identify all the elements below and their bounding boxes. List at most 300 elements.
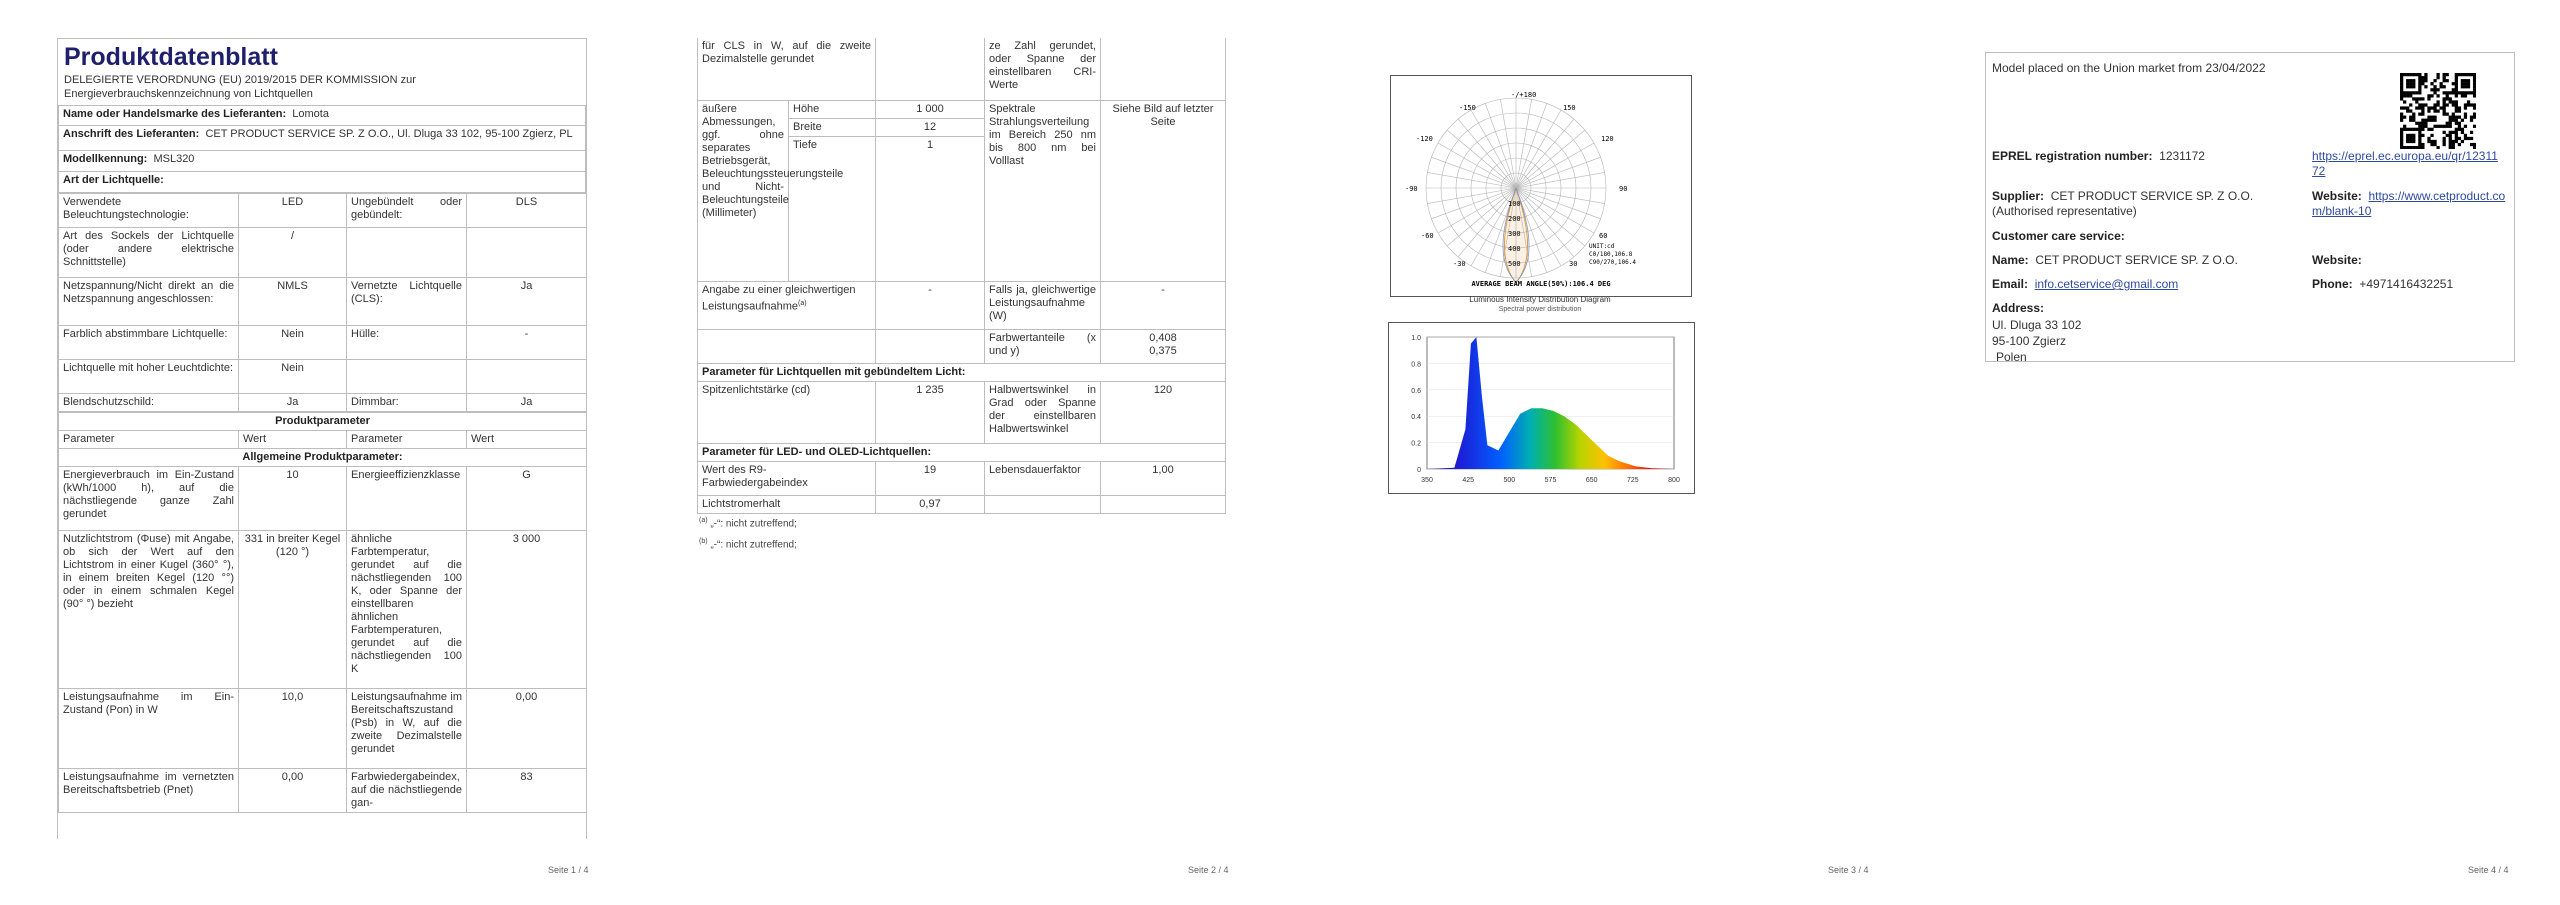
qr-module (2409, 128, 2412, 131)
qr-module (2412, 73, 2415, 76)
qr-module (2464, 73, 2467, 76)
qr-module (2400, 134, 2403, 137)
cell: 10 (239, 467, 347, 531)
qr-module (2446, 94, 2449, 97)
qr-module (2418, 122, 2421, 125)
spectrum-area (1427, 337, 1674, 469)
qr-module (2433, 116, 2436, 119)
qr-module (2421, 103, 2424, 106)
cell (876, 329, 985, 363)
cell: Ungebündelt oder gebündelt: (347, 194, 467, 228)
qr-module (2443, 140, 2446, 143)
qr-module (2406, 134, 2409, 137)
page-1 (0, 0, 640, 905)
qr-module (2406, 79, 2409, 82)
qr-module (2443, 109, 2446, 112)
qr-module (2452, 116, 2455, 119)
qr-module (2470, 137, 2473, 140)
qr-module (2467, 79, 2470, 82)
y-tick-label: 0.8 (1411, 361, 1421, 369)
qr-module (2418, 143, 2421, 146)
qr-module (2406, 73, 2409, 76)
qr-module (2473, 113, 2476, 116)
qr-module (2455, 131, 2458, 134)
qr-module (2464, 85, 2467, 88)
qr-module (2424, 85, 2427, 88)
qr-module (2430, 140, 2433, 143)
cell (467, 228, 587, 278)
cell: 10,0 (239, 689, 347, 769)
page-number: Seite 3 / 4 (1828, 865, 1869, 875)
qr-module (2412, 113, 2415, 116)
qr-module (2433, 125, 2436, 128)
polar-label: -30 (1453, 260, 1466, 268)
qr-module (2458, 128, 2461, 131)
qr-module (2449, 116, 2452, 119)
cell: Lichtquelle mit hoher Leuchtdichte: (59, 360, 239, 394)
qr-module (2455, 85, 2458, 88)
x-tick-label: 725 (1626, 477, 1639, 484)
table-row (698, 100, 1226, 118)
qr-module (2467, 85, 2470, 88)
qr-module (2458, 106, 2461, 109)
x-tick-label: 650 (1585, 477, 1598, 484)
qr-module (2446, 134, 2449, 137)
qr-module (2452, 82, 2455, 85)
qr-module (2443, 113, 2446, 116)
polar-label: -150 (1459, 104, 1476, 112)
model-value: MSL320 (153, 153, 195, 165)
cell: Ja (467, 278, 587, 326)
qr-module (2409, 134, 2412, 137)
address-line: Polen (1996, 350, 2027, 364)
qr-module (2467, 82, 2470, 85)
dim-value: 1 000 (876, 100, 985, 118)
radial-label: 200 (1508, 215, 1521, 223)
qr-module (2458, 125, 2461, 128)
cell: Hülle: (347, 326, 467, 360)
qr-module (2455, 103, 2458, 106)
table-row (59, 228, 587, 278)
table-row (698, 38, 1226, 100)
qr-module (2433, 103, 2436, 106)
y-tick-label: 0.4 (1411, 414, 1421, 422)
cell: Leistungsaufnahme im Ein-Zustand (Pon) in W (59, 689, 239, 769)
qr-module (2430, 134, 2433, 137)
footnotes (699, 514, 797, 552)
qr-module (2400, 140, 2403, 143)
page-number: Seite 4 / 4 (2468, 865, 2509, 875)
equiv-sup: (a) (798, 299, 807, 307)
qr-module (2421, 79, 2424, 82)
qr-module (2430, 119, 2433, 122)
qr-module (2424, 79, 2427, 82)
cell (467, 360, 587, 394)
qr-module (2418, 113, 2421, 116)
note-a: „-“: nicht zutreffend; (710, 518, 797, 530)
qr-module (2421, 113, 2424, 116)
table-row (698, 329, 1226, 363)
qr-module (2464, 134, 2467, 137)
model-label: Modellkennung: (63, 153, 148, 165)
qr-module (2449, 122, 2452, 125)
qr-module (2430, 94, 2433, 97)
qr-module (2464, 113, 2467, 116)
qr-module (2427, 119, 2430, 122)
qr-module (2403, 116, 2406, 119)
qr-module (2464, 106, 2467, 109)
qr-module (2455, 79, 2458, 82)
peak-value: 1 235 (876, 381, 985, 443)
polar-label: -60 (1421, 232, 1434, 240)
qr-module (2464, 137, 2467, 140)
cell (876, 38, 985, 100)
qr-module (2403, 106, 2406, 109)
qr-module (2473, 73, 2476, 76)
qr-module (2452, 91, 2455, 94)
spectral-value: Siehe Bild auf letzter Seite (1101, 100, 1226, 281)
qr-module (2400, 94, 2403, 97)
qr-module (2409, 140, 2412, 143)
qr-module (2455, 119, 2458, 122)
qr-module (2418, 76, 2421, 79)
qr-module (2461, 91, 2464, 94)
table-row (59, 326, 587, 360)
note-b: „-“: nicht zutreffend; (710, 539, 797, 551)
qr-module (2470, 143, 2473, 146)
radial-label: 500 (1508, 260, 1521, 268)
qr-module (2412, 85, 2415, 88)
qr-module (2473, 85, 2476, 88)
qr-module (2421, 143, 2424, 146)
address-line: 95-100 Zgierz (1992, 334, 2067, 348)
x-tick-label: 500 (1503, 477, 1516, 484)
qr-module (2418, 137, 2421, 140)
qr-module (2473, 79, 2476, 82)
qr-module (2455, 137, 2458, 140)
cell: LED (239, 194, 347, 228)
qr-module (2446, 97, 2449, 100)
qr-module (2418, 79, 2421, 82)
email-label: Email: (1992, 277, 2029, 291)
qr-module (2436, 109, 2439, 112)
cell: DLS (467, 194, 587, 228)
cell: / (239, 228, 347, 278)
qr-module (2436, 103, 2439, 106)
qr-module (2473, 82, 2476, 85)
qr-module (2452, 119, 2455, 122)
qr-module (2464, 116, 2467, 119)
maint-label: Lichtstromerhalt (698, 495, 876, 513)
col-param: Parameter (59, 431, 239, 449)
qr-module (2436, 125, 2439, 128)
qr-module (2409, 85, 2412, 88)
qr-module (2409, 79, 2412, 82)
radial-label: 100 (1508, 200, 1521, 208)
qr-module (2406, 82, 2409, 85)
table-row (59, 467, 587, 531)
qr-module (2443, 143, 2446, 146)
qr-module (2458, 73, 2461, 76)
qr-module (2427, 97, 2430, 100)
qr-module (2449, 131, 2452, 134)
qr-module (2415, 73, 2418, 76)
qr-module (2403, 100, 2406, 103)
qr-module (2424, 125, 2427, 128)
qr-module (2458, 122, 2461, 125)
qr-module (2473, 143, 2476, 146)
qr-module (2400, 82, 2403, 85)
qr-module (2433, 85, 2436, 88)
table-row (698, 281, 1226, 329)
qr-module (2400, 128, 2403, 131)
equiv-power-label: Falls ja, gleichwertige Leistungsaufnahme (W) (985, 281, 1101, 329)
qr-module (2409, 119, 2412, 122)
polar-label: -90 (1405, 185, 1418, 193)
qr-module (2406, 91, 2409, 94)
cell: Leistungsaufnahme im Bereitschaftszustand (Psb) in W, auf die zweite Dezimalstelle gerundet (347, 689, 467, 769)
qr-module (2433, 143, 2436, 146)
qr-module (2440, 85, 2443, 88)
qr-module (2427, 116, 2430, 119)
qr-module (2443, 91, 2446, 94)
beam-header: Parameter für Lichtquellen mit gebündeltem Licht: (698, 363, 1226, 381)
qr-module (2400, 73, 2403, 76)
spd-chart (1388, 322, 1695, 494)
qr-module (2446, 91, 2449, 94)
qr-module (2400, 85, 2403, 88)
qr-module (2433, 109, 2436, 112)
cell: 331 in breiter Kegel (120 °) (239, 531, 347, 689)
qr-module (2464, 91, 2467, 94)
y-tick-label: 0.6 (1411, 387, 1421, 395)
qr-module (2470, 116, 2473, 119)
polar-label: 30 (1569, 260, 1578, 268)
note-b-mark: (b) (699, 538, 708, 546)
peak-label: Spitzenlichtstärke (cd) (698, 381, 876, 443)
cell: Netzspannung/Nicht direkt an die Netzspannung angeschlossen: (59, 278, 239, 326)
cell: 0,00 (239, 769, 347, 813)
qr-module (2436, 76, 2439, 79)
table-row (59, 769, 587, 813)
qr-module (2430, 116, 2433, 119)
qr-module (2473, 103, 2476, 106)
qr-module (2412, 134, 2415, 137)
supplier-value: CET PRODUCT SERVICE SP. Z O.O. (Authorised representative) (1992, 189, 2254, 218)
polar-diagram (1390, 75, 1692, 297)
qr-module (2430, 88, 2433, 91)
qr-module (2433, 88, 2436, 91)
qr-module (2406, 109, 2409, 112)
qr-module (2461, 140, 2464, 143)
qr-module (2443, 131, 2446, 134)
qr-module (2449, 119, 2452, 122)
qr-module (2470, 119, 2473, 122)
cell: Leistungsaufnahme im vernetzten Bereitschaftsbetrieb (Pnet) (59, 769, 239, 813)
qr-module (2409, 91, 2412, 94)
page2-table (697, 38, 1226, 514)
qr-module (2433, 91, 2436, 94)
address-label: Anschrift des Lieferanten: (63, 128, 200, 140)
website-link[interactable]: https://www.cetproduct.com/blank-10 (2312, 189, 2506, 218)
qr-module (2400, 88, 2403, 91)
qr-module (2464, 125, 2467, 128)
polar-label: -/+180 (1511, 91, 1537, 99)
cell (347, 228, 467, 278)
cell: Farbwiedergabeindex, auf die nächstliegende gan- (347, 769, 467, 813)
cell: Nein (239, 360, 347, 394)
qr-module (2461, 79, 2464, 82)
qr-module (2440, 106, 2443, 109)
regulation-text: DELEGIERTE VERORDNUNG (EU) 2019/2015 DER KOMMISSION zur Energieverbrauchskennzeichnung von Lichtquellen (64, 74, 416, 100)
qr-module (2406, 128, 2409, 131)
cell: Ja (467, 394, 587, 412)
qr-module (2446, 122, 2449, 125)
qr-module (2446, 73, 2449, 76)
qr-module (2455, 76, 2458, 79)
qr-module (2473, 91, 2476, 94)
qr-module (2409, 94, 2412, 97)
qr-module (2415, 128, 2418, 131)
qr-module (2424, 103, 2427, 106)
x-tick-label: 425 (1462, 477, 1475, 484)
qr-module (2400, 79, 2403, 82)
qr-module (2424, 122, 2427, 125)
qr-module (2455, 109, 2458, 112)
qr-module (2418, 125, 2421, 128)
cell: Ja (239, 394, 347, 412)
qr-module (2433, 140, 2436, 143)
qr-module (2452, 88, 2455, 91)
qr-module (2430, 82, 2433, 85)
qr-module (2433, 119, 2436, 122)
cell: Art des Sockels der Lichtquelle (oder andere elektrische Schnittstelle) (59, 228, 239, 278)
eprel-link[interactable]: https://eprel.ec.europa.eu/qr/1231172 (2312, 149, 2498, 178)
brand-value: Lomota (292, 108, 329, 120)
qr-module (2418, 97, 2421, 100)
col-value: Wert (239, 431, 347, 449)
qr-module (2424, 73, 2427, 76)
qr-module (2400, 76, 2403, 79)
qr-module (2455, 100, 2458, 103)
email-link[interactable]: info.cetservice@gmail.com (2034, 277, 2179, 291)
cell: Nein (239, 326, 347, 360)
qr-module (2467, 100, 2470, 103)
qr-module (2418, 106, 2421, 109)
qr-module (2452, 131, 2455, 134)
qr-module (2418, 128, 2421, 131)
cell: - (467, 326, 587, 360)
qr-module (2464, 103, 2467, 106)
qr-module (2406, 106, 2409, 109)
qr-module (2458, 109, 2461, 112)
cell (347, 360, 467, 394)
qr-module (2473, 76, 2476, 79)
chroma-value: 0,408 0,375 (1101, 329, 1226, 363)
qr-module (2427, 94, 2430, 97)
x-tick-label: 575 (1544, 477, 1557, 484)
radial-label: 400 (1508, 245, 1521, 253)
qr-module (2443, 106, 2446, 109)
qr-module (2461, 73, 2464, 76)
qr-module (2400, 137, 2403, 140)
qr-module (2418, 140, 2421, 143)
qr-module (2458, 143, 2461, 146)
qr-module (2443, 76, 2446, 79)
qr-module (2455, 128, 2458, 131)
qr-module (2400, 131, 2403, 134)
qr-module (2421, 134, 2424, 137)
qr-module (2421, 106, 2424, 109)
col-param: Parameter (347, 431, 467, 449)
cell (1101, 495, 1226, 513)
qr-module (2400, 119, 2403, 122)
qr-module (2400, 106, 2403, 109)
qr-module (2424, 76, 2427, 79)
qr-module (2403, 91, 2406, 94)
address-label: Address: (1992, 301, 2045, 315)
cell (985, 495, 1101, 513)
polar-legend: C90/270,106.4 (1589, 259, 1636, 266)
qr-module (2400, 116, 2403, 119)
chroma-label: Farbwertanteile (x und y) (985, 329, 1101, 363)
qr-module (2427, 128, 2430, 131)
qr-module (2412, 82, 2415, 85)
table-row (59, 394, 587, 412)
qr-module (2443, 137, 2446, 140)
table-row (698, 381, 1226, 443)
light-type-header: Art der Lichtquelle: (59, 172, 586, 193)
page-number: Seite 2 / 4 (1188, 865, 1229, 875)
name-label: Name: (1992, 253, 2029, 267)
qr-module (2400, 91, 2403, 94)
address-value: CET PRODUCT SERVICE SP. Z O.O., Ul. Dluga 33 102, 95-100 Zgierz, PL (205, 128, 573, 140)
qr-module (2467, 103, 2470, 106)
eprel-label: EPREL registration number: (1992, 149, 2153, 163)
qr-module (2473, 116, 2476, 119)
header-table (58, 105, 586, 193)
address-line: Ul. Dluga 33 102 (1992, 318, 2082, 332)
qr-module (2421, 128, 2424, 131)
qr-module (2473, 88, 2476, 91)
polar-caption-2: Luminous Intensity Distribution Diagram (1469, 295, 1611, 304)
phone-value: +4971416432251 (2359, 277, 2454, 291)
qr-module (2436, 94, 2439, 97)
qr-module (2430, 143, 2433, 146)
qr-module (2409, 82, 2412, 85)
spectral-label: Spektrale Strahlungsverteilung im Bereich 250 nm bis 800 nm bei Volllast (985, 100, 1101, 281)
qr-module (2421, 109, 2424, 112)
datasheet-box (57, 38, 587, 839)
qr-module (2461, 119, 2464, 122)
qr-module (2436, 88, 2439, 91)
qr-module (2461, 82, 2464, 85)
market-date: Model placed on the Union market from 23/04/2022 (1992, 61, 2266, 75)
care-label: Customer care service: (1992, 229, 2125, 243)
spd-title: Spectral power distribution (1498, 306, 1582, 313)
cell: für CLS in W, auf die zweite Dezimalstelle gerundet (698, 38, 876, 100)
equiv-power-value: - (1101, 281, 1226, 329)
page-title: Produktdatenblatt (64, 43, 278, 71)
qr-module (2406, 85, 2409, 88)
halfangle-label: Halbwertswinkel in Grad oder Spanne der einstellbaren Halbwertswinkel (985, 381, 1101, 443)
page-number: Seite 1 / 4 (548, 865, 589, 875)
qr-module (2406, 137, 2409, 140)
polar-svg (1391, 76, 1691, 296)
qr-module (2409, 73, 2412, 76)
qr-module (2418, 85, 2421, 88)
qr-module (2455, 116, 2458, 119)
